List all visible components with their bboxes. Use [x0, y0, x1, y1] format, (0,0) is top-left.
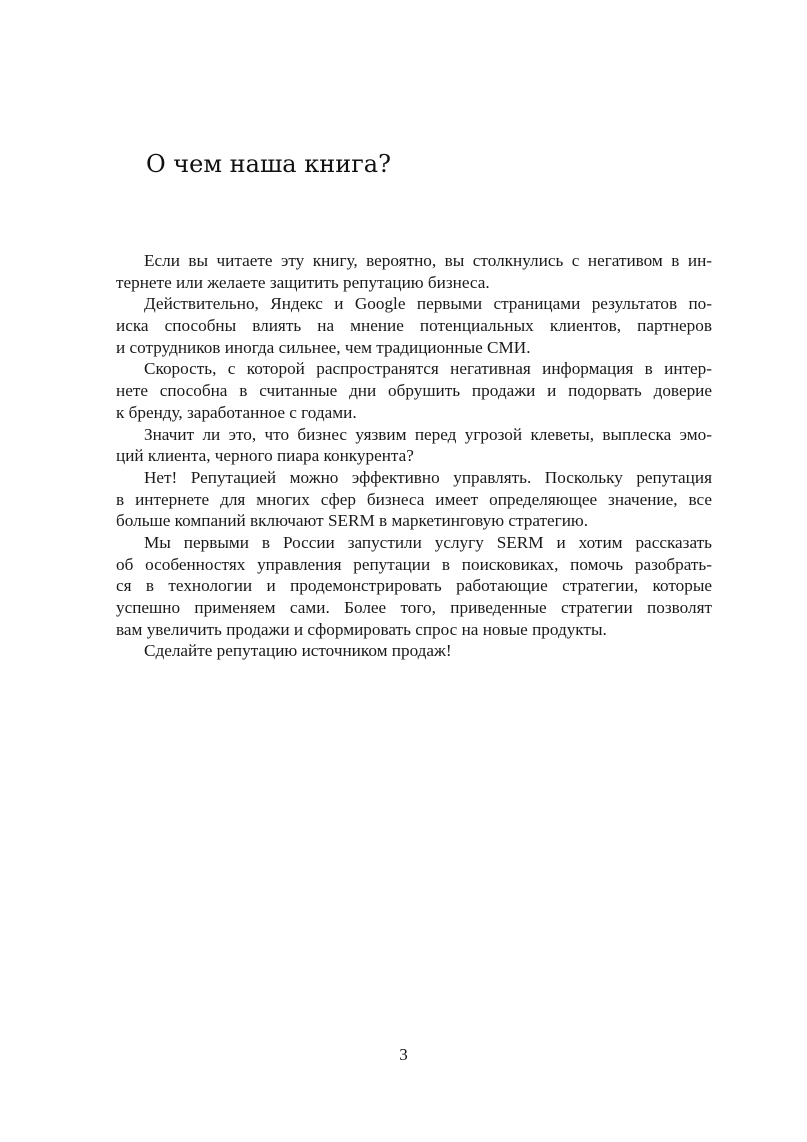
text-line: ций клиента, черного пиара конкурента? — [116, 446, 414, 466]
text-line: вам увеличить продажи и сформировать спрос на новые продукты. — [116, 619, 607, 639]
page-number: 3 — [399, 1045, 408, 1064]
paragraph — [116, 293, 712, 358]
paragraph — [116, 250, 712, 293]
text-line: Нет! Репутацией можно эффективно управлять. Поскольку репутация — [144, 467, 712, 487]
text-line: в интернете для многих сфер бизнеса имеет определяющее значение, все — [116, 489, 712, 509]
paragraph — [116, 467, 712, 532]
paragraph — [116, 358, 712, 423]
text-line: тернете или желаете защитить репутацию бизнеса. — [116, 272, 490, 292]
text-line: ся в технологии и продемонстрировать работающие стратегии, которые — [116, 576, 712, 596]
body-text — [116, 250, 712, 662]
paragraph — [116, 424, 712, 467]
chapter-heading: О чем наша книга? — [146, 150, 391, 178]
text-line: Действительно, Яндекс и Google первыми страницами результатов по- — [144, 294, 712, 314]
text-line: об особенностях управления репутации в поисковиках, помочь разобрать- — [116, 554, 712, 574]
text-line: больше компаний включают SERM в маркетинговую стратегию. — [116, 511, 589, 531]
text-line: нете способна в считанные дни обрушить продажи и подорвать доверие — [116, 381, 712, 401]
paragraph — [116, 640, 712, 662]
text-line: Сделайте репутацию источником продаж! — [144, 641, 452, 661]
text-line: Если вы читаете эту книгу, вероятно, вы столкнулись с негативом в ин- — [144, 251, 712, 270]
text-line: успешно применяем сами. Более того, приведенные стратегии позволят — [116, 598, 712, 617]
text-line: и сотрудников иногда сильнее, чем традиционные СМИ. — [116, 337, 531, 357]
text-line: к бренду, заработанное с годами. — [116, 402, 357, 422]
text-line: Значит ли это, что бизнес уязвим перед угрозой клеветы, выплеска эмо- — [144, 424, 712, 444]
text-line: Мы первыми в России запустили услугу SERM и хотим рассказать — [144, 532, 712, 552]
text-line: иска способны влиять на мнение потенциальных клиентов, партнеров — [116, 316, 712, 336]
text-line: Скорость, с которой распространятся негативная информация в интер- — [144, 359, 712, 379]
paragraph — [116, 532, 712, 640]
